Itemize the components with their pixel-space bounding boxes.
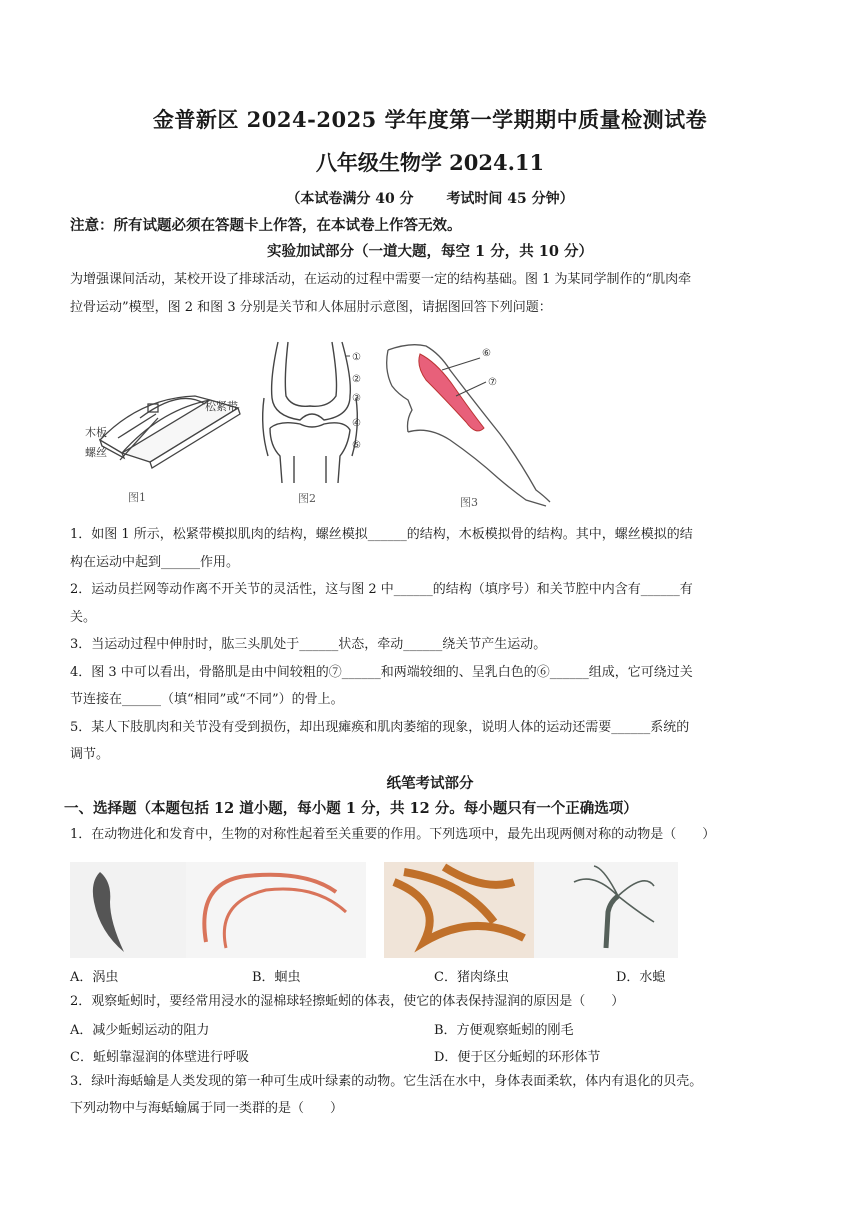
q2-option-a[interactable]: A．减少蚯蚓运动的阻力	[70, 1023, 210, 1038]
exp-question-line: 2．运动员拦网等动作离不开关节的灵活性，这与图 2 中______的结构（填序号）和关节腔中内含有______有	[70, 582, 693, 597]
exam-subtitle: 八年级生物学 2024.11	[315, 150, 545, 175]
score-time-note	[0, 188, 860, 208]
q2-option-c[interactable]: C．蚯蚓靠湿润的体壁进行呼吸	[70, 1050, 249, 1065]
fig3-marker-7: ⑦	[488, 377, 497, 388]
section-1-heading: 一、选择题（本题包括 12 道小题，每小题 1 分，共 12 分。每小题只有一个正确选项）	[64, 800, 638, 817]
exam-title: 金普新区 2024-2025 学年度第一学期期中质量检测试卷	[152, 107, 708, 132]
fig2-label: 图2	[298, 492, 316, 505]
q3-stem-line-2: 下列动物中与海蛞蝓属于同一类群的是（ ）	[70, 1101, 344, 1116]
hydra-photo	[534, 862, 678, 958]
q2-option-d[interactable]: D．便于区分蚯蚓的环形体节	[434, 1050, 601, 1065]
exp-question-line: 构在运动中起到______作用。	[70, 555, 240, 570]
q3-stem-line-1: 3．绿叶海蛞蝓是人类发现的第一种可生成叶绿素的动物。它生活在水中，身体表面柔软，体内有退化的贝壳。	[70, 1074, 703, 1089]
q1-stem: 1．在动物进化和发育中，生物的对称性起着至关重要的作用。下列选项中，最先出现两侧对称的动物是（ ）	[70, 827, 716, 842]
q2-stem: 2．观察蚯蚓时，要经常用浸水的湿棉球轻擦蚯蚓的体表，使它的体表保持湿润的原因是（ ）	[70, 994, 625, 1009]
written-heading: 纸笔考试部分	[386, 775, 474, 792]
figure-3-arm	[380, 340, 570, 512]
fig3-marker-6: ⑥	[482, 348, 491, 359]
q1-option-a[interactable]: A．涡虫	[70, 970, 119, 985]
experiment-heading: 实验加试部分（一道大题，每空 1 分，共 10 分）	[267, 243, 593, 260]
q1-option-b[interactable]: B．蛔虫	[252, 970, 301, 985]
answer-notice: 注意：所有试题必须在答题卡上作答，在本试卷上作答无效。	[70, 217, 462, 234]
time-note: 考试时间 45 分钟）	[446, 191, 574, 207]
fig3-label: 图3	[460, 496, 478, 509]
exp-question-line: 5．某人下肢肌肉和关节没有受到损伤，却出现瘫痪和肌肉萎缩的现象，说明人体的运动还需要______系统的	[70, 720, 690, 735]
exp-question-line: 4．图 3 中可以看出，骨骼肌是由中间较粗的⑦______和两端较细的、呈乳白色的⑥______组成，它可绕过关	[70, 665, 693, 680]
fig2-marker-2: ②	[352, 374, 361, 385]
exp-question-line: 3．当运动过程中伸肘时，肱三头肌处于______状态，牵动______绕关节产生运动。	[70, 637, 547, 652]
fig1-screw-tag: 螺丝	[85, 446, 107, 459]
fig1-label: 图1	[128, 491, 146, 504]
q1-option-d[interactable]: D．水螅	[616, 970, 666, 985]
fig2-marker-5: ⑤	[352, 440, 361, 451]
fig2-marker-1: ①	[352, 352, 361, 363]
exp-question-line: 1．如图 1 所示，松紧带模拟肌肉的结构，螺丝模拟______的结构，木板模拟骨的结构。其中，螺丝模拟的结	[70, 527, 693, 542]
tapeworm-photo	[384, 862, 534, 958]
figure-2-joint	[250, 338, 380, 508]
exp-question-line: 调节。	[70, 747, 110, 762]
figure-1-muscle-model	[80, 378, 260, 508]
roundworm-photo	[186, 862, 366, 958]
exp-question-line: 关。	[70, 610, 97, 625]
q2-option-b[interactable]: B．方便观察蚯蚓的刚毛	[434, 1023, 574, 1038]
fig1-board-tag: 木板	[85, 426, 107, 439]
intro-line-1: 为增强课间活动，某校开设了排球活动，在运动的过程中需要一定的结构基础。图 1 为某同学制作的“肌肉牵	[70, 272, 692, 287]
q1-option-c[interactable]: C．猪肉绦虫	[434, 970, 509, 985]
fig2-marker-3: ③	[352, 393, 361, 404]
score-note: （本试卷满分 40 分	[286, 191, 414, 207]
exp-question-line: 节连接在______（填“相同”或“不同”）的骨上。	[70, 692, 344, 707]
fig2-marker-4: ④	[352, 418, 361, 429]
fig1-band-tag: 松紧带	[205, 400, 238, 413]
intro-line-2: 拉骨运动”模型，图 2 和图 3 分别是关节和人体屈肘示意图，请据图回答下列问题：	[70, 300, 552, 315]
